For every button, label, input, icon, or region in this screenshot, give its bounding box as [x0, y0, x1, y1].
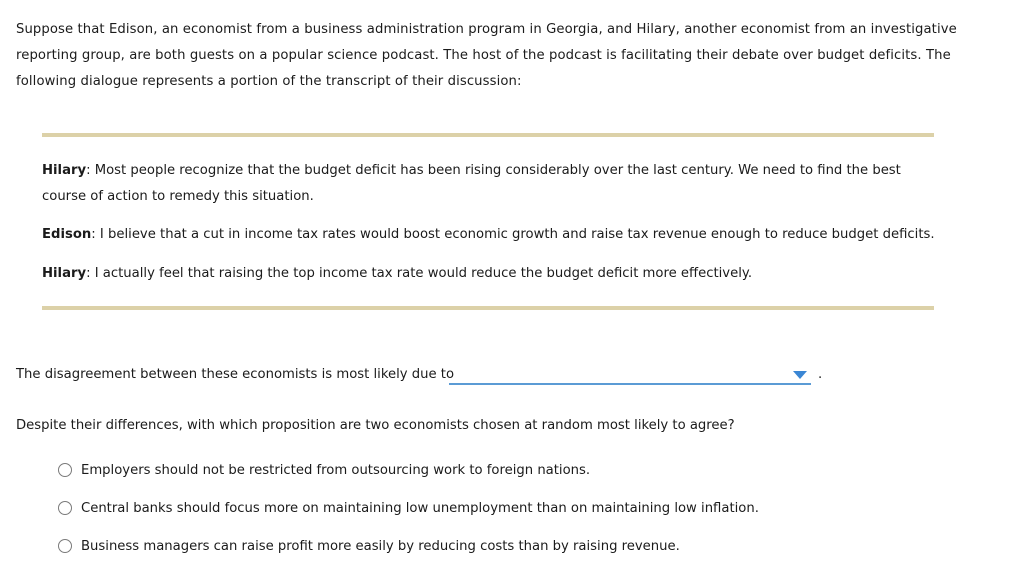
answer-option-label: Business managers can raise profit more easily by reducing costs than by raising revenue. — [81, 538, 680, 554]
answer-option-2[interactable] — [58, 498, 759, 518]
dialogue-bottom-divider — [42, 306, 934, 310]
dialogue-text: Most people recognize that the budget deficit has been rising considerably over the last century. We need to find the best course of action to remedy this situation. — [42, 163, 901, 204]
answer-option-label: Employers should not be restricted from outsourcing work to foreign nations. — [81, 462, 591, 478]
dialogue-top-divider — [42, 133, 934, 137]
speaker-name: Hilary — [42, 266, 87, 281]
speaker-name: Hilary — [42, 163, 87, 178]
radio-button[interactable] — [58, 463, 72, 477]
chevron-down-icon[interactable] — [793, 371, 807, 379]
answer-option-label: Central banks should focus more on maintaining low unemployment than on maintaining low inflation. — [81, 500, 759, 516]
question-1-dropdown[interactable] — [449, 364, 811, 385]
dialogue-line-1: Hilary: Most people recognize that the budget deficit has been rising considerably over the last century. We need to find the best course of action to remedy this situation. — [42, 163, 901, 204]
answer-option-1[interactable] — [58, 460, 590, 480]
dialogue-text: I actually feel that raising the top income tax rate would reduce the budget deficit more effectively. — [94, 266, 753, 281]
answer-option-3[interactable] — [58, 536, 680, 556]
radio-button[interactable] — [58, 501, 72, 515]
radio-button[interactable] — [58, 539, 72, 553]
intro-paragraph: Suppose that Edison, an economist from a business administration program in Georgia, and Hilary, another economist from an investigative reporting group, are both guests on a popular science podcast. The host of the podcast is facilitating their debate over budget deficits. The following dialogue represents a portion of the transcript of their discussion: — [16, 22, 957, 89]
dialogue-line-2: Edison: I believe that a cut in income tax rates would boost economic growth and raise tax revenue enough to reduce budget deficits. — [42, 227, 935, 242]
dialogue-line-3: Hilary: I actually feel that raising the top income tax rate would reduce the budget deficit more effectively. — [42, 266, 753, 281]
speaker-name: Edison — [42, 227, 92, 242]
question-1-prompt: The disagreement between these economists is most likely due to — [16, 367, 455, 382]
question-2-prompt: Despite their differences, with which proposition are two economists chosen at random most likely to agree? — [16, 418, 735, 433]
dialogue-text: I believe that a cut in income tax rates would boost economic growth and raise tax revenue enough to reduce budget deficits. — [99, 227, 935, 242]
question-1-period: . — [818, 367, 823, 382]
